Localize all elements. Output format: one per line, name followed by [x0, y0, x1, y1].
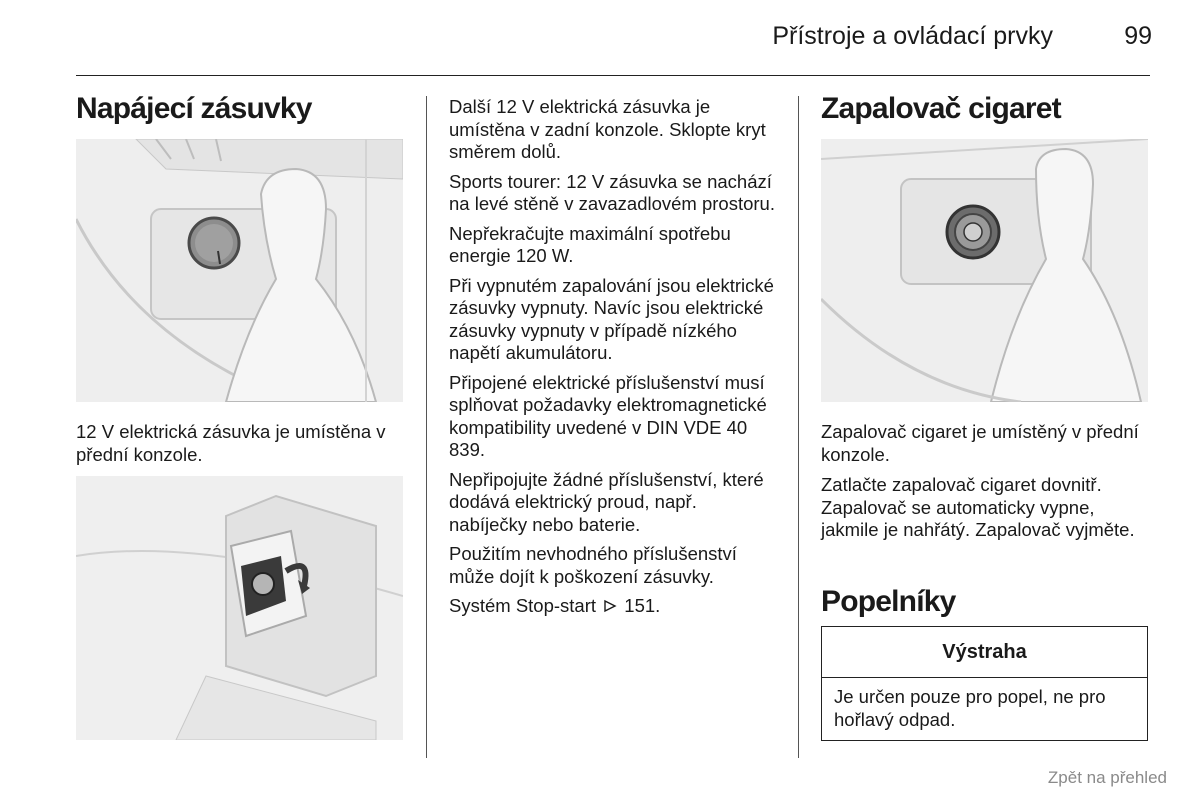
- page-number: 99: [1124, 22, 1152, 50]
- lighter-usage-text: Zatlačte zapalovač cigaret dovnitř. Zapalovač se automaticky vypne, jakmile je nahřátý. Zapalovač vyjměte.: [821, 474, 1135, 540]
- arrow-reference-icon: [603, 599, 617, 613]
- lighter-location-text: Zapalovač cigaret je umístěný v přední konzole.: [821, 421, 1139, 465]
- warning-text: Je určen pouze pro popel, ne pro hořlavý odpad.: [834, 686, 1106, 730]
- warning-title: Výstraha: [822, 627, 1147, 678]
- column-divider-left: [426, 96, 427, 758]
- paragraph: Nepřekračujte maximální spotřebu energie 120 W.: [449, 222, 731, 266]
- paragraph: Použitím nevhodného příslušenství může dojít k poškození zásuvky.: [449, 543, 737, 587]
- figure-front-console-outlet: [76, 139, 403, 402]
- figure-cigarette-lighter: [821, 139, 1148, 402]
- paragraph: Sports tourer: 12 V zásuvka se nachází na levé stěně v zavazadlovém prostoru.: [449, 170, 775, 214]
- paragraph: Připojené elektrické příslušenství musí splňovat požadavky elektromagnetické kompatibility uvedené v DIN VDE 40 839.: [449, 371, 767, 460]
- running-header-title: Přístroje a ovládací prvky: [772, 22, 1053, 50]
- figure1-caption: 12 V elektrická zásuvka je umístěna v přední konzole.: [76, 421, 386, 465]
- paragraph: Nepřipojujte žádné příslušenství, které dodává elektrický proud, např. nabíječky nebo baterie.: [449, 468, 764, 535]
- section-heading-ashtrays: Popelníky: [821, 585, 956, 618]
- xref-page: 151.: [624, 595, 661, 616]
- paragraph: Další 12 V elektrická zásuvka je umístěna v zadní konzole. Sklopte kryt směrem dolů.: [449, 96, 766, 162]
- section-heading-cigarette-lighter: Zapalovač cigaret: [821, 92, 1061, 125]
- paragraph: Při vypnutém zapalování jsou elektrické zásuvky vypnuty. Navíc jsou elektrické zásuvky vypnuty v případě nízkého napětí akumulátoru.: [449, 274, 774, 363]
- cross-reference[interactable]: [449, 595, 779, 618]
- back-to-overview-link[interactable]: Zpět na přehled: [1047, 768, 1167, 787]
- warning-box: [821, 626, 1148, 741]
- figure-rear-console-outlet: [76, 476, 403, 740]
- section-heading-power-outlets: Napájecí zásuvky: [76, 92, 312, 125]
- xref-text: Systém Stop-start: [449, 595, 597, 616]
- column-divider-right: [798, 96, 799, 758]
- header-divider: [76, 75, 1150, 76]
- middle-column-text: [449, 96, 779, 625]
